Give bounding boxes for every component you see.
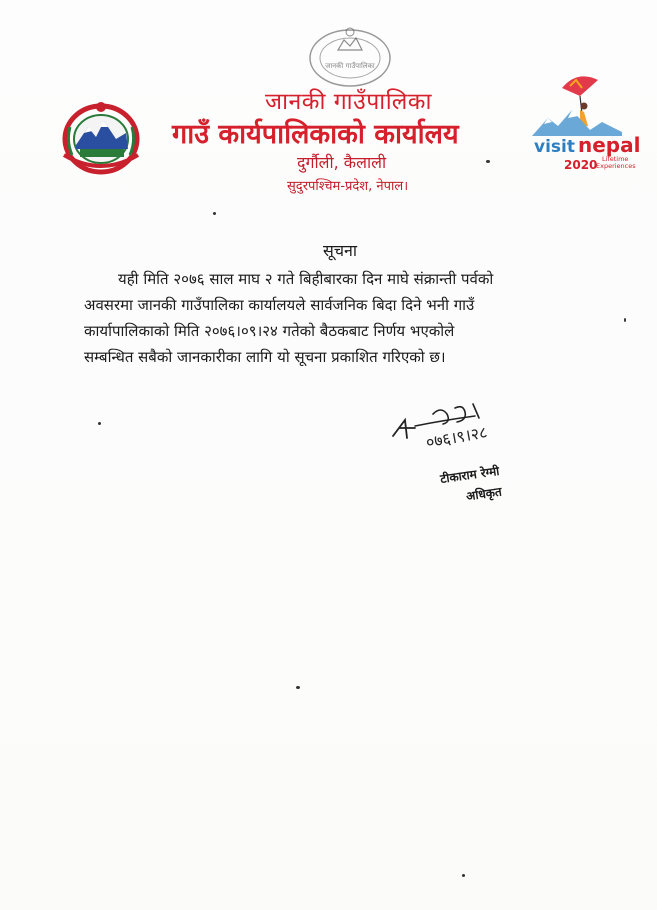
notice-line: कार्यापालिकाको मिति २०७६।०९।२४ गतेको बैठकबाट निर्णय भएकोले [84, 322, 455, 340]
notice-line: यही मिति २०७६ साल माघ २ गते बिहीबारका दिन माघे संक्रान्ती पर्वको [118, 270, 494, 288]
office-province: सुदुरपश्चिम-प्रदेश, नेपाल। [287, 179, 409, 194]
nepal-text: nepal [578, 133, 641, 157]
scan-speck [486, 160, 490, 163]
office-name: जानकी गाउँपालिका [265, 89, 432, 115]
handwritten-signature [385, 398, 560, 458]
office-title: गाउँ कार्यपालिकाको कार्यालय [172, 119, 459, 150]
tagline-experiences: Experiences [596, 162, 636, 170]
scan-speck [213, 212, 216, 215]
visit-nepal-logo-icon [532, 66, 652, 174]
notice-body [84, 266, 608, 370]
tagline-lifetime: Lifetime [602, 155, 629, 163]
nepal-emblem-icon [58, 97, 144, 175]
signatory-name: टीकाराम रेग्मी [439, 463, 501, 487]
office-seal-stamp-icon [300, 20, 400, 90]
visit-text: visit [534, 137, 575, 157]
handwritten-date: ०७६।९।२८ [424, 422, 489, 452]
scan-speck [296, 686, 300, 689]
scan-speck [462, 874, 465, 877]
notice-line: अवसरमा जानकी गाउँपालिका कार्यालयले सार्वजनिक बिदा दिने भनी गाउँ [84, 296, 475, 314]
signatory-title: अधिकृत [465, 484, 503, 504]
notice-line: सम्बन्धित सबैको जानकारीका लागि यो सूचना प्रकाशित गरिएको छ। [84, 348, 446, 366]
year-text: 2020 [564, 158, 598, 172]
scan-speck [98, 422, 101, 425]
svg-text:जानकी गाउँपालिका: जानकी गाउँपालिका [325, 62, 375, 70]
office-address: दुर्गौली, कैलाली [297, 153, 387, 172]
scan-speck [624, 318, 626, 322]
notice-heading: सूचना [323, 241, 358, 260]
